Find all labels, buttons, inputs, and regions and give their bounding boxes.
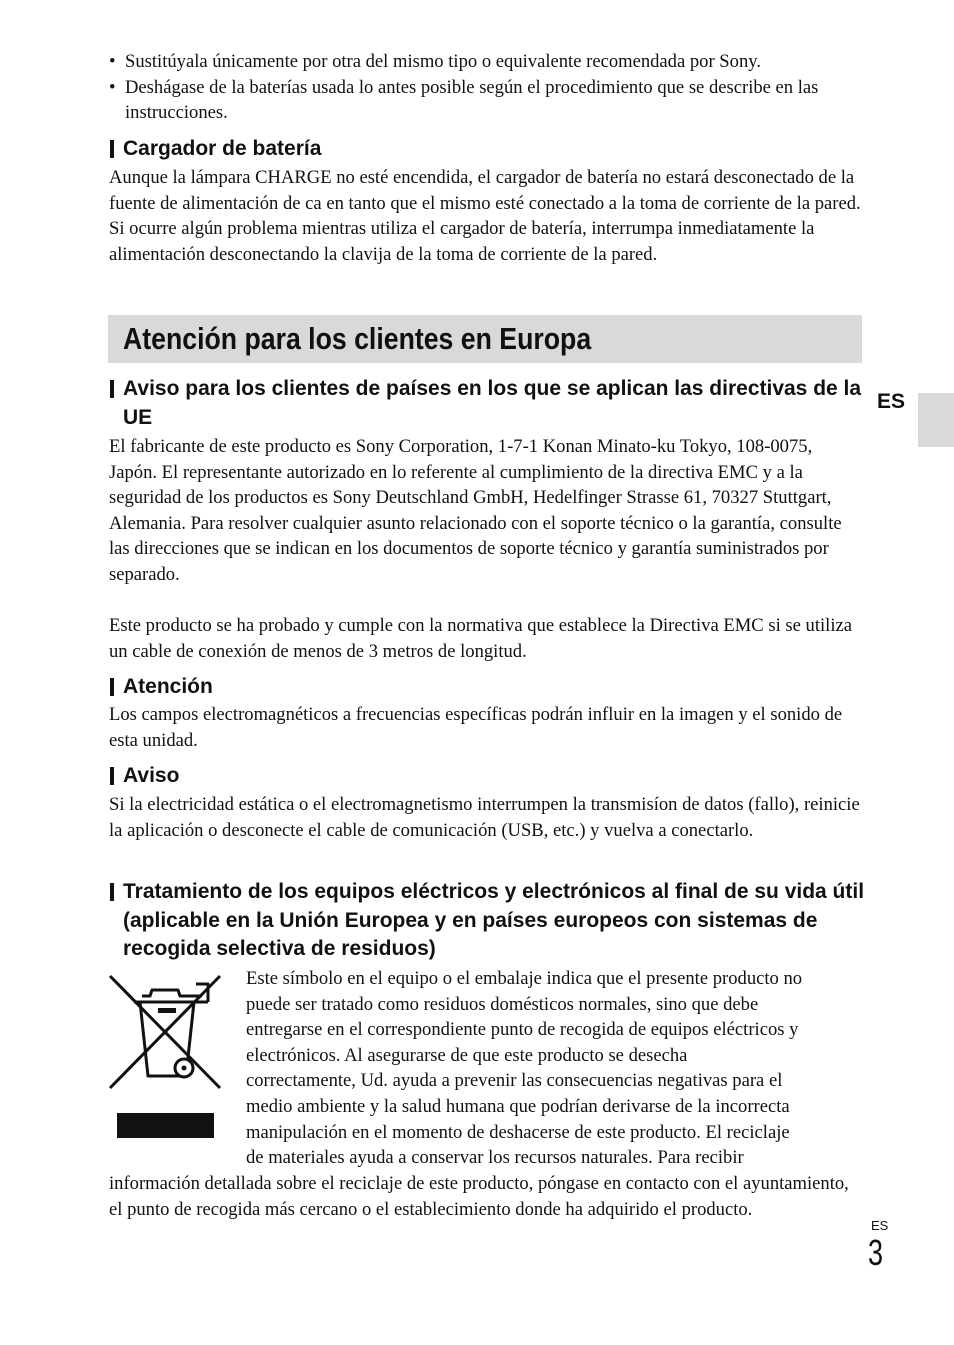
eu-notice-heading-text: Aviso para los clientes de países en los que se aplican las directivas de la UE <box>123 377 862 429</box>
crossed-out-wheelie-bin-icon <box>108 972 224 1142</box>
bullet-item: • Sustitúyala únicamente por otra del mismo tipo o equivalente recomendada por Sony. <box>109 49 861 75</box>
language-tab <box>918 393 954 447</box>
attention-heading <box>109 673 883 702</box>
black-bar <box>117 1113 214 1138</box>
section-title-bar <box>108 315 862 363</box>
attention-paragraph: Los campos electromagnéticos a frecuencias específicas podrán influir en la imagen y el sonido de esta unidad. <box>109 704 843 751</box>
disposal-line: Este símbolo en el equipo o el embalaje indica que el presente producto no <box>246 968 803 989</box>
charger-heading-text: Cargador de batería <box>123 137 322 160</box>
disposal-heading <box>109 878 883 964</box>
bullet-item: • Deshágase de la baterías usada lo antes posible según el procedimiento que se describe en las instrucciones. <box>109 75 861 126</box>
eu-notice-paragraph: El fabricante de este producto es Sony Corporation, 1-7-1 Konan Minato-ku Tokyo, 108-0075, Japón. El representante autorizado en lo referente al cumplimiento de la directiva EMC y a la seguridad de los productos es Sony Deutschland GmbH, Hedelfinger Strasse 61, 70327 Stuttgart, Alemania. Para resolver cualquier asunto relacionado con el soporte técnico o la garantía, consulte las direcciones que se indican en los documentos de soporte técnico y garantía suministrados por separado. <box>109 436 842 585</box>
footer-language: ES <box>871 1218 889 1233</box>
disposal-heading-text: Tratamiento de los equipos eléctricos y electrónicos al final de su vida útil (aplicable en la Unión Europea y en países europeos con sistemas de recogida selectiva de residuos) <box>123 880 865 960</box>
heading-marker <box>110 767 114 785</box>
language-tab-label: ES <box>877 390 906 413</box>
attention-heading-text: Atención <box>123 675 213 698</box>
disposal-line: manipulación en el momento de deshacerse de este producto. El reciclaje <box>246 1121 790 1143</box>
disposal-line: de materiales ayuda a conservar los recursos naturales. Para recibir <box>246 1147 744 1169</box>
emc-paragraph: Este producto se ha probado y cumple con la normativa que establece la Directiva EMC si se utiliza un cable de conexión de menos de 3 metros de longitud. <box>109 615 852 662</box>
charger-heading <box>109 135 883 164</box>
charger-paragraph: Aunque la lámpara CHARGE no esté encendida, el cargador de batería no estará desconectado de la fuente de alimentación de ca en tanto que el mismo esté conectado a la toma de corriente de la pared. Si ocurre algún problema mientras utiliza el cargador de batería, interrumpa inmediatamente la alimentación desconectando la clavija de la toma de corriente de la pared. <box>109 167 861 265</box>
eu-notice-heading <box>109 375 883 432</box>
heading-marker <box>110 883 114 901</box>
disposal-line: electrónicos. Al asegurarse de que este producto se desecha <box>246 1044 688 1066</box>
page-number: 3 <box>868 1232 884 1273</box>
notice-paragraph: Si la electricidad estática o el electromagnetismo interrumpen la transmisíon de datos (fallo), reinicie la aplicación o desconecte el cable de comunicación (USB, etc.) y vuelva a conectarlo. <box>109 794 860 841</box>
section-title: Atención para los clientes en Europa <box>123 321 592 356</box>
disposal-line: correctamente, Ud. ayuda a prevenir las consecuencias negativas para el <box>246 1070 783 1092</box>
disposal-paragraph-end: información detallada sobre el reciclaje de este producto, póngase en contacto con el ayuntamiento, el punto de recogida más cercano o el establecimiento donde ha adquirido el producto. <box>109 1173 849 1220</box>
disposal-wrapped-text <box>246 966 862 1171</box>
disposal-line: puede ser tratado como residuos domésticos normales, sino que debe <box>246 993 759 1015</box>
heading-marker <box>110 380 114 398</box>
notice-heading-text: Aviso <box>123 764 180 787</box>
heading-marker <box>110 678 114 696</box>
heading-marker <box>110 140 114 158</box>
disposal-line: entregarse en el correspondiente punto de recogida de equipos eléctricos y <box>246 1019 799 1041</box>
battery-bullet-list <box>109 49 861 126</box>
disposal-line: medio ambiente y la salud humana que podrían derivarse de la incorrecta <box>246 1095 790 1117</box>
notice-heading <box>109 762 883 791</box>
